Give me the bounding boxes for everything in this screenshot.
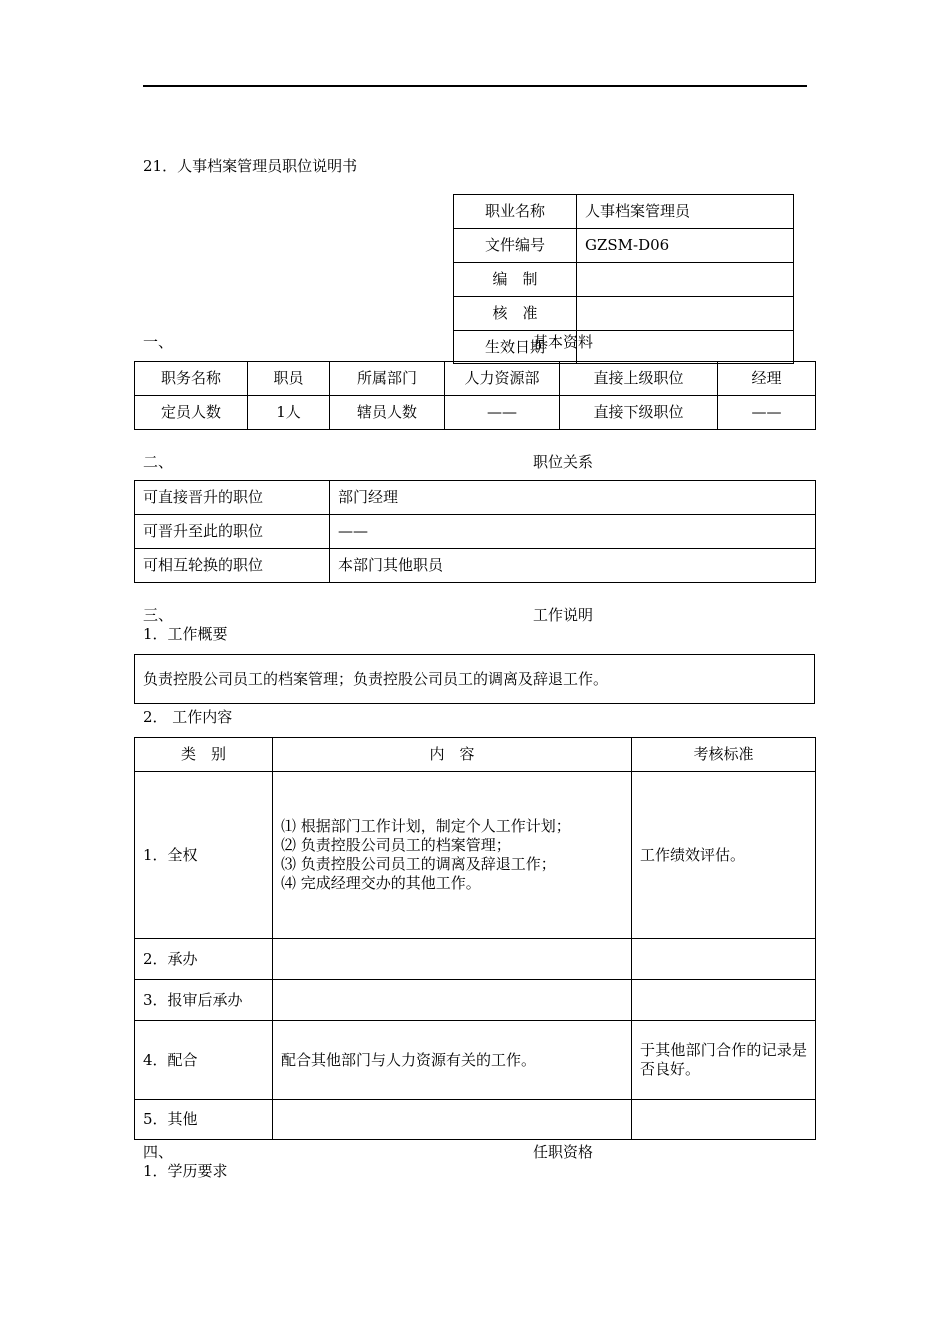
work-standard: 工作绩效评估。 [632,772,816,939]
department-label: 所属部门 [330,362,445,396]
work-content: 配合其他部门与人力资源有关的工作。 [273,1021,632,1100]
work-standard [632,939,816,980]
section-2-title: 职位关系 [533,453,594,471]
work-content [273,1100,632,1140]
file-info-label: 编 制 [454,263,577,297]
relation-label: 可直接晋升的职位 [135,481,330,515]
relation-row [135,515,816,549]
work-row [135,939,816,980]
work-row [135,980,816,1021]
relation-row [135,481,816,515]
work-header-row [135,738,816,772]
subordinates-count-label: 辖员人数 [330,396,445,430]
document-title: 21．人事档案管理员职位说明书 [143,157,358,175]
work-category: 5．其他 [135,1100,273,1140]
work-standard: 于其他部门合作的记录是否良好。 [632,1021,816,1100]
job-title-value: 职员 [248,362,330,396]
section-3-title: 工作说明 [533,606,594,624]
file-info-label: 核 准 [454,297,577,331]
work-content [273,939,632,980]
file-info-value: GZSM-D06 [577,229,794,263]
section-1-number: 一、 [143,333,174,351]
standard-header: 考核标准 [632,738,816,772]
headcount-value: 1人 [248,396,330,430]
basic-info-row [135,362,816,396]
file-info-row [454,195,794,229]
category-header: 类 别 [135,738,273,772]
file-info-row [454,263,794,297]
work-item: ⑴ 根据部门工作计划，制定个人工作计划； [281,817,571,835]
work-content-table [134,737,816,1140]
department-value: 人力资源部 [445,362,560,396]
job-title-label: 职务名称 [135,362,248,396]
section-1-title: 基本资料 [533,333,594,351]
section-3-number: 三、 [143,606,174,624]
section-2-number: 二、 [143,453,174,471]
summary-heading: 1．工作概要 [143,625,228,643]
work-row [135,772,816,939]
summary-text: 负责控股公司员工的档案管理；负责控股公司员工的调离及辞退工作。 [135,655,815,704]
section-4-number: 四、 [143,1143,174,1161]
work-standard [632,980,816,1021]
headcount-label: 定员人数 [135,396,248,430]
header-rule [143,85,807,87]
work-category: 3．报审后承办 [135,980,273,1021]
content-header: 内 容 [273,738,632,772]
subordinate-value: —— [718,396,816,430]
work-item: ⑶ 负责控股公司员工的调离及辞退工作； [281,855,556,873]
relation-value: —— [330,515,816,549]
relation-value: 本部门其他职员 [330,549,816,583]
work-standard [632,1100,816,1140]
file-info-value [577,297,794,331]
relation-value: 部门经理 [330,481,816,515]
file-info-value [577,263,794,297]
relation-label: 可相互轮换的职位 [135,549,330,583]
work-category: 2．承办 [135,939,273,980]
work-content [273,980,632,1021]
relation-label: 可晋升至此的职位 [135,515,330,549]
file-info-value: 人事档案管理员 [577,195,794,229]
work-category: 4．配合 [135,1021,273,1100]
subordinate-label: 直接下级职位 [560,396,718,430]
section-4-title: 任职资格 [533,1143,594,1161]
summary-table [134,654,815,704]
work-item: ⑵ 负责控股公司员工的档案管理； [281,836,511,854]
file-info-label: 生效日期 [454,331,577,364]
file-info-value [577,331,794,364]
relations-table [134,480,816,583]
work-row [135,1100,816,1140]
basic-info-table [134,361,816,430]
superior-value: 经理 [718,362,816,396]
file-info-row [454,297,794,331]
work-row [135,1021,816,1100]
relation-row [135,549,816,583]
superior-label: 直接上级职位 [560,362,718,396]
work-content [273,772,632,939]
content-heading: 2． 工作内容 [143,708,233,726]
basic-info-row [135,396,816,430]
work-category: 1．全权 [135,772,273,939]
file-info-label: 文件编号 [454,229,577,263]
subordinates-count-value: —— [445,396,560,430]
education-heading: 1．学历要求 [143,1162,228,1180]
work-item: ⑷ 完成经理交办的其他工作。 [281,874,481,892]
file-info-row [454,331,794,364]
file-info-table [453,194,794,364]
file-info-label: 职业名称 [454,195,577,229]
file-info-row [454,229,794,263]
